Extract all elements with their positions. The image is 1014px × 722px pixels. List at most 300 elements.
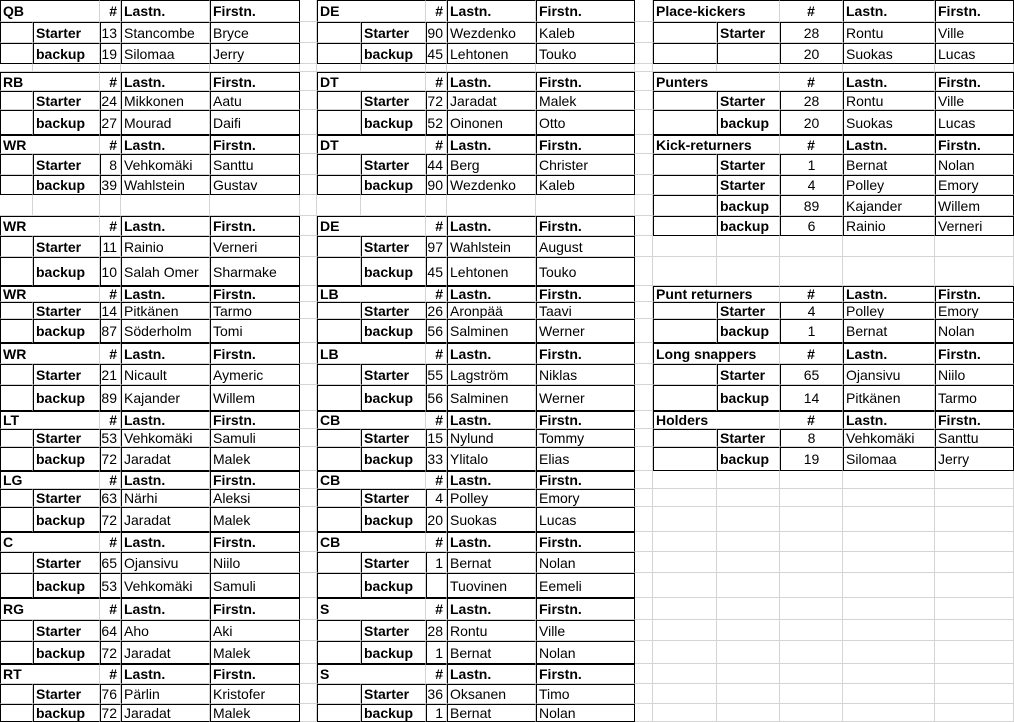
grid-cell[interactable]: [300, 447, 317, 471]
last-name[interactable]: Rontu: [843, 91, 935, 110]
last-name[interactable]: Vehkomäki: [121, 154, 210, 175]
first-name[interactable]: Kaleb: [536, 22, 635, 43]
role-label[interactable]: backup: [33, 641, 100, 664]
grid-cell[interactable]: [300, 110, 317, 135]
position-label[interactable]: RT: [0, 664, 100, 684]
last-name[interactable]: Aronpää: [447, 302, 536, 319]
jersey-number[interactable]: 90: [426, 22, 447, 43]
jersey-number[interactable]: 8: [100, 154, 121, 175]
lastname-header[interactable]: Lastn.: [447, 286, 536, 302]
jersey-number[interactable]: 11: [100, 236, 121, 257]
firstname-header[interactable]: Firstn.: [210, 343, 300, 364]
firstname-header[interactable]: Firstn.: [536, 135, 635, 154]
grid-cell[interactable]: [780, 532, 843, 552]
role-label[interactable]: Starter: [33, 364, 100, 385]
jersey-number[interactable]: 19: [780, 447, 843, 471]
firstname-header[interactable]: Firstn.: [536, 471, 635, 489]
grid-cell[interactable]: [300, 43, 317, 64]
grid-cell[interactable]: [635, 257, 653, 286]
role-label[interactable]: backup: [33, 447, 100, 471]
grid-cell[interactable]: [536, 195, 635, 216]
number-header[interactable]: #: [426, 216, 447, 236]
last-name[interactable]: Nylund: [447, 429, 536, 447]
grid-cell[interactable]: [843, 489, 935, 507]
jersey-number[interactable]: 65: [100, 552, 121, 573]
grid-cell[interactable]: [635, 429, 653, 447]
lastname-header[interactable]: Lastn.: [121, 216, 210, 236]
lastname-header[interactable]: Lastn.: [447, 411, 536, 429]
grid-cell[interactable]: [300, 91, 317, 110]
blank-cell[interactable]: [317, 684, 361, 704]
blank-cell[interactable]: [0, 552, 33, 573]
role-label[interactable]: backup: [33, 385, 100, 411]
jersey-number[interactable]: 36: [426, 684, 447, 704]
first-name[interactable]: Ville: [935, 91, 1014, 110]
role-label[interactable]: backup: [717, 110, 780, 135]
last-name[interactable]: Närhi: [121, 489, 210, 507]
grid-cell[interactable]: [300, 507, 317, 532]
grid-cell[interactable]: [210, 64, 300, 72]
jersey-number[interactable]: 39: [100, 175, 121, 195]
grid-cell[interactable]: [300, 22, 317, 43]
firstname-header[interactable]: Firstn.: [536, 0, 635, 22]
position-label[interactable]: WR: [0, 286, 100, 302]
blank-cell[interactable]: [653, 154, 717, 175]
first-name[interactable]: Nolan: [536, 641, 635, 664]
first-name[interactable]: Taavi: [536, 302, 635, 319]
grid-cell[interactable]: [935, 64, 1014, 72]
role-label[interactable]: Starter: [33, 154, 100, 175]
number-header[interactable]: #: [100, 216, 121, 236]
grid-cell[interactable]: [635, 64, 653, 72]
grid-cell[interactable]: [210, 195, 300, 216]
grid-cell[interactable]: [717, 64, 780, 72]
first-name[interactable]: Emory: [536, 489, 635, 507]
blank-cell[interactable]: [653, 43, 717, 64]
grid-cell[interactable]: [635, 532, 653, 552]
last-name[interactable]: Bernat: [843, 154, 935, 175]
position-label[interactable]: CB: [317, 532, 426, 552]
grid-cell[interactable]: [653, 620, 717, 641]
grid-cell[interactable]: [653, 684, 717, 704]
first-name[interactable]: Tarmo: [210, 302, 300, 319]
last-name[interactable]: Oinonen: [447, 110, 536, 135]
firstname-header[interactable]: Firstn.: [210, 532, 300, 552]
jersey-number[interactable]: 33: [426, 447, 447, 471]
grid-cell[interactable]: [935, 507, 1014, 532]
last-name[interactable]: Polley: [447, 489, 536, 507]
role-label[interactable]: Starter: [361, 620, 426, 641]
last-name[interactable]: Jaradat: [121, 704, 210, 722]
first-name[interactable]: Nolan: [935, 154, 1014, 175]
firstname-header[interactable]: Firstn.: [935, 135, 1014, 154]
firstname-header[interactable]: Firstn.: [536, 72, 635, 91]
role-label[interactable]: Starter: [717, 175, 780, 195]
role-label[interactable]: backup: [33, 319, 100, 343]
grid-cell[interactable]: [653, 64, 717, 72]
blank-cell[interactable]: [0, 236, 33, 257]
jersey-number[interactable]: 4: [426, 489, 447, 507]
grid-cell[interactable]: [300, 664, 317, 684]
jersey-number[interactable]: 21: [100, 364, 121, 385]
grid-cell[interactable]: [300, 489, 317, 507]
blank-cell[interactable]: [0, 620, 33, 641]
jersey-number[interactable]: 72: [426, 91, 447, 110]
grid-cell[interactable]: [317, 195, 361, 216]
first-name[interactable]: Lucas: [536, 507, 635, 532]
role-label[interactable]: backup: [361, 110, 426, 135]
role-label[interactable]: Starter: [361, 684, 426, 704]
grid-cell[interactable]: [635, 0, 653, 22]
number-header[interactable]: #: [780, 0, 843, 22]
number-header[interactable]: #: [426, 286, 447, 302]
last-name[interactable]: Pitkänen: [121, 302, 210, 319]
last-name[interactable]: Bernat: [843, 319, 935, 343]
grid-cell[interactable]: [780, 489, 843, 507]
jersey-number[interactable]: 63: [100, 489, 121, 507]
blank-cell[interactable]: [317, 319, 361, 343]
position-label[interactable]: DT: [317, 72, 426, 91]
number-header[interactable]: #: [426, 598, 447, 620]
role-label[interactable]: Starter: [361, 91, 426, 110]
grid-cell[interactable]: [780, 598, 843, 620]
grid-cell[interactable]: [635, 471, 653, 489]
lastname-header[interactable]: Lastn.: [447, 216, 536, 236]
grid-cell[interactable]: [100, 64, 121, 72]
last-name[interactable]: Rontu: [843, 22, 935, 43]
grid-cell[interactable]: [635, 411, 653, 429]
grid-cell[interactable]: [300, 64, 317, 72]
number-header[interactable]: #: [426, 471, 447, 489]
firstname-header[interactable]: Firstn.: [536, 343, 635, 364]
grid-cell[interactable]: [635, 364, 653, 385]
role-label[interactable]: backup: [717, 319, 780, 343]
jersey-number[interactable]: [426, 573, 447, 598]
first-name[interactable]: Malek: [210, 507, 300, 532]
grid-cell[interactable]: [300, 471, 317, 489]
position-label[interactable]: CB: [317, 471, 426, 489]
grid-cell[interactable]: [635, 447, 653, 471]
grid-cell[interactable]: [843, 573, 935, 598]
grid-cell[interactable]: [653, 664, 717, 684]
grid-cell[interactable]: [843, 64, 935, 72]
grid-cell[interactable]: [780, 620, 843, 641]
grid-cell[interactable]: [121, 195, 210, 216]
lastname-header[interactable]: Lastn.: [843, 411, 935, 429]
first-name[interactable]: Santtu: [210, 154, 300, 175]
role-label[interactable]: backup: [33, 573, 100, 598]
grid-cell[interactable]: [33, 195, 100, 216]
grid-cell[interactable]: [780, 641, 843, 664]
grid-cell[interactable]: [653, 532, 717, 552]
grid-cell[interactable]: [635, 319, 653, 343]
grid-cell[interactable]: [780, 664, 843, 684]
jersey-number[interactable]: 72: [100, 507, 121, 532]
grid-cell[interactable]: [653, 704, 717, 722]
blank-cell[interactable]: [0, 175, 33, 195]
grid-cell[interactable]: [300, 532, 317, 552]
number-header[interactable]: #: [100, 72, 121, 91]
jersey-number[interactable]: 72: [100, 447, 121, 471]
last-name[interactable]: Pärlin: [121, 684, 210, 704]
grid-cell[interactable]: [653, 471, 717, 489]
blank-cell[interactable]: [317, 704, 361, 722]
blank-cell[interactable]: [317, 43, 361, 64]
position-label[interactable]: S: [317, 664, 426, 684]
grid-cell[interactable]: [536, 64, 635, 72]
jersey-number[interactable]: 56: [426, 385, 447, 411]
grid-cell[interactable]: [300, 236, 317, 257]
last-name[interactable]: Jaradat: [121, 507, 210, 532]
first-name[interactable]: Nolan: [536, 552, 635, 573]
position-label[interactable]: Punters: [653, 72, 780, 91]
grid-cell[interactable]: [300, 364, 317, 385]
first-name[interactable]: Niilo: [210, 552, 300, 573]
grid-cell[interactable]: [717, 664, 780, 684]
last-name[interactable]: Lagström: [447, 364, 536, 385]
last-name[interactable]: Mikkonen: [121, 91, 210, 110]
jersey-number[interactable]: 76: [100, 684, 121, 704]
role-label[interactable]: Starter: [33, 552, 100, 573]
last-name[interactable]: Salminen: [447, 319, 536, 343]
jersey-number[interactable]: 90: [426, 175, 447, 195]
first-name[interactable]: Gustav: [210, 175, 300, 195]
position-label[interactable]: LT: [0, 411, 100, 429]
number-header[interactable]: #: [100, 598, 121, 620]
first-name[interactable]: Nolan: [536, 704, 635, 722]
grid-cell[interactable]: [300, 154, 317, 175]
jersey-number[interactable]: 89: [780, 195, 843, 216]
firstname-header[interactable]: Firstn.: [210, 664, 300, 684]
grid-cell[interactable]: [653, 507, 717, 532]
firstname-header[interactable]: Firstn.: [935, 72, 1014, 91]
grid-cell[interactable]: [653, 573, 717, 598]
last-name[interactable]: Wahlstein: [447, 236, 536, 257]
first-name[interactable]: Malek: [210, 704, 300, 722]
number-header[interactable]: #: [100, 286, 121, 302]
grid-cell[interactable]: [843, 236, 935, 257]
last-name[interactable]: Jaradat: [121, 641, 210, 664]
grid-cell[interactable]: [361, 195, 426, 216]
lastname-header[interactable]: Lastn.: [447, 598, 536, 620]
first-name[interactable]: Samuli: [210, 429, 300, 447]
jersey-number[interactable]: 26: [426, 302, 447, 319]
last-name[interactable]: Nicault: [121, 364, 210, 385]
first-name[interactable]: Timo: [536, 684, 635, 704]
role-label[interactable]: Starter: [361, 489, 426, 507]
blank-cell[interactable]: [0, 319, 33, 343]
grid-cell[interactable]: [300, 72, 317, 91]
first-name[interactable]: Malek: [210, 447, 300, 471]
first-name[interactable]: Verneri: [210, 236, 300, 257]
grid-cell[interactable]: [935, 598, 1014, 620]
number-header[interactable]: #: [780, 135, 843, 154]
blank-cell[interactable]: [0, 641, 33, 664]
first-name[interactable]: Eemeli: [536, 573, 635, 598]
grid-cell[interactable]: [843, 257, 935, 286]
grid-cell[interactable]: [300, 598, 317, 620]
blank-cell[interactable]: [0, 684, 33, 704]
grid-cell[interactable]: [300, 343, 317, 364]
grid-cell[interactable]: [635, 195, 653, 216]
role-label[interactable]: backup: [717, 447, 780, 471]
jersey-number[interactable]: 56: [426, 319, 447, 343]
blank-cell[interactable]: [653, 302, 717, 319]
first-name[interactable]: Samuli: [210, 573, 300, 598]
position-label[interactable]: S: [317, 598, 426, 620]
last-name[interactable]: Silomaa: [121, 43, 210, 64]
firstname-header[interactable]: Firstn.: [536, 532, 635, 552]
firstname-header[interactable]: Firstn.: [210, 216, 300, 236]
jersey-number[interactable]: 1: [780, 154, 843, 175]
blank-cell[interactable]: [0, 573, 33, 598]
first-name[interactable]: Lucas: [935, 43, 1014, 64]
grid-cell[interactable]: [653, 489, 717, 507]
last-name[interactable]: Lehtonen: [447, 43, 536, 64]
grid-cell[interactable]: [780, 64, 843, 72]
role-label[interactable]: Starter: [33, 684, 100, 704]
first-name[interactable]: Santtu: [935, 429, 1014, 447]
role-label[interactable]: Starter: [361, 364, 426, 385]
grid-cell[interactable]: [935, 532, 1014, 552]
lastname-header[interactable]: Lastn.: [121, 286, 210, 302]
first-name[interactable]: Willem: [935, 195, 1014, 216]
blank-cell[interactable]: [0, 429, 33, 447]
first-name[interactable]: Ville: [536, 620, 635, 641]
lastname-header[interactable]: Lastn.: [447, 532, 536, 552]
number-header[interactable]: #: [426, 532, 447, 552]
grid-cell[interactable]: [635, 598, 653, 620]
number-header[interactable]: #: [780, 286, 843, 302]
role-label[interactable]: Starter: [717, 22, 780, 43]
lastname-header[interactable]: Lastn.: [121, 72, 210, 91]
grid-cell[interactable]: [300, 286, 317, 302]
jersey-number[interactable]: 1: [426, 641, 447, 664]
number-header[interactable]: #: [100, 135, 121, 154]
grid-cell[interactable]: [780, 507, 843, 532]
grid-cell[interactable]: [635, 91, 653, 110]
role-label[interactable]: backup: [361, 43, 426, 64]
lastname-header[interactable]: Lastn.: [843, 343, 935, 364]
jersey-number[interactable]: 28: [780, 91, 843, 110]
grid-cell[interactable]: [935, 573, 1014, 598]
position-label[interactable]: WR: [0, 343, 100, 364]
role-label[interactable]: backup: [361, 641, 426, 664]
position-label[interactable]: C: [0, 532, 100, 552]
role-label[interactable]: Starter: [361, 552, 426, 573]
blank-cell[interactable]: [0, 385, 33, 411]
blank-cell[interactable]: [653, 385, 717, 411]
blank-cell[interactable]: [317, 175, 361, 195]
first-name[interactable]: August: [536, 236, 635, 257]
blank-cell[interactable]: [317, 641, 361, 664]
blank-cell[interactable]: [653, 110, 717, 135]
grid-cell[interactable]: [426, 64, 447, 72]
firstname-header[interactable]: Firstn.: [210, 135, 300, 154]
blank-cell[interactable]: [317, 364, 361, 385]
role-label[interactable]: backup: [717, 385, 780, 411]
lastname-header[interactable]: Lastn.: [843, 135, 935, 154]
role-label[interactable]: backup: [361, 573, 426, 598]
grid-cell[interactable]: [447, 64, 536, 72]
grid-cell[interactable]: [300, 429, 317, 447]
jersey-number[interactable]: 20: [426, 507, 447, 532]
firstname-header[interactable]: Firstn.: [536, 664, 635, 684]
grid-cell[interactable]: [635, 507, 653, 532]
role-label[interactable]: Starter: [717, 91, 780, 110]
jersey-number[interactable]: 72: [100, 704, 121, 722]
last-name[interactable]: Rainio: [121, 236, 210, 257]
last-name[interactable]: Kajander: [121, 385, 210, 411]
blank-cell[interactable]: [653, 195, 717, 216]
number-header[interactable]: #: [426, 135, 447, 154]
jersey-number[interactable]: 89: [100, 385, 121, 411]
blank-cell[interactable]: [653, 216, 717, 236]
role-label[interactable]: Starter: [717, 154, 780, 175]
jersey-number[interactable]: 45: [426, 43, 447, 64]
firstname-header[interactable]: Firstn.: [536, 216, 635, 236]
grid-cell[interactable]: [0, 64, 33, 72]
jersey-number[interactable]: 97: [426, 236, 447, 257]
first-name[interactable]: Tommy: [536, 429, 635, 447]
blank-cell[interactable]: [0, 507, 33, 532]
first-name[interactable]: Verneri: [935, 216, 1014, 236]
grid-cell[interactable]: [935, 471, 1014, 489]
lastname-header[interactable]: Lastn.: [121, 598, 210, 620]
position-label[interactable]: DT: [317, 135, 426, 154]
grid-cell[interactable]: [635, 216, 653, 236]
blank-cell[interactable]: [0, 302, 33, 319]
grid-cell[interactable]: [935, 489, 1014, 507]
lastname-header[interactable]: Lastn.: [121, 664, 210, 684]
last-name[interactable]: Wezdenko: [447, 175, 536, 195]
blank-cell[interactable]: [317, 447, 361, 471]
first-name[interactable]: Malek: [536, 91, 635, 110]
position-label[interactable]: WR: [0, 216, 100, 236]
firstname-header[interactable]: Firstn.: [935, 286, 1014, 302]
last-name[interactable]: Aho: [121, 620, 210, 641]
grid-cell[interactable]: [843, 471, 935, 489]
grid-cell[interactable]: [635, 135, 653, 154]
grid-cell[interactable]: [653, 598, 717, 620]
grid-cell[interactable]: [635, 385, 653, 411]
jersey-number[interactable]: 45: [426, 257, 447, 286]
last-name[interactable]: Polley: [843, 302, 935, 319]
first-name[interactable]: Emory: [935, 302, 1014, 319]
role-label[interactable]: backup: [33, 507, 100, 532]
grid-cell[interactable]: [635, 620, 653, 641]
grid-cell[interactable]: [780, 471, 843, 489]
jersey-number[interactable]: 1: [426, 552, 447, 573]
first-name[interactable]: Jerry: [935, 447, 1014, 471]
grid-cell[interactable]: [300, 257, 317, 286]
grid-cell[interactable]: [780, 684, 843, 704]
grid-cell[interactable]: [843, 684, 935, 704]
firstname-header[interactable]: Firstn.: [210, 411, 300, 429]
first-name[interactable]: Niilo: [935, 364, 1014, 385]
first-name[interactable]: Werner: [536, 319, 635, 343]
jersey-number[interactable]: 65: [780, 364, 843, 385]
jersey-number[interactable]: 4: [780, 175, 843, 195]
grid-cell[interactable]: [635, 72, 653, 91]
grid-cell[interactable]: [717, 684, 780, 704]
grid-cell[interactable]: [447, 195, 536, 216]
jersey-number[interactable]: 14: [780, 385, 843, 411]
role-label[interactable]: backup: [717, 195, 780, 216]
blank-cell[interactable]: [653, 22, 717, 43]
first-name[interactable]: Touko: [536, 43, 635, 64]
position-label[interactable]: CB: [317, 411, 426, 429]
